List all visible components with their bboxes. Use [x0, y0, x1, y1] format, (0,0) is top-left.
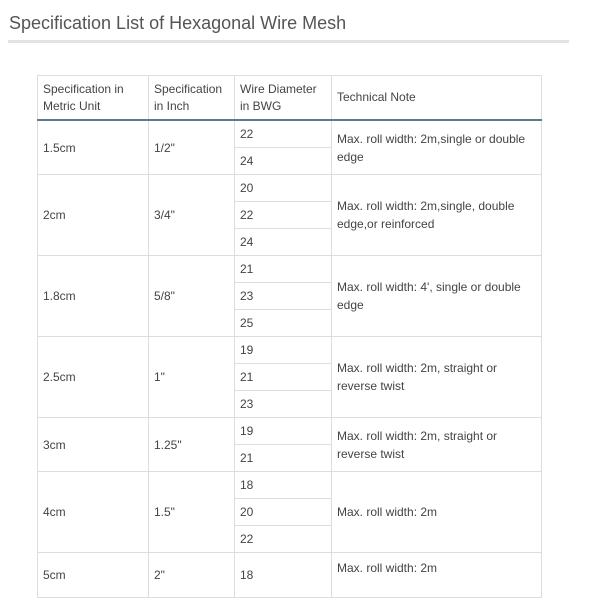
table-row: [38, 553, 542, 598]
table-row: [38, 418, 542, 445]
metric-cell: 1.8cm: [38, 256, 149, 337]
table-row: [38, 472, 542, 499]
wire-cell: 25: [235, 310, 332, 337]
metric-cell: 5cm: [38, 553, 149, 598]
wire-cell: 20: [235, 499, 332, 526]
wire-cell: 18: [235, 472, 332, 499]
wire-cell: 20: [235, 175, 332, 202]
spec-table: [37, 75, 542, 598]
header-inch: Specification in Inch: [149, 76, 235, 121]
header-row: [38, 76, 542, 121]
inch-cell: 2": [149, 553, 235, 598]
note-cell: Max. roll width: 2m: [332, 472, 542, 553]
inch-cell: 1.5": [149, 472, 235, 553]
wire-cell: 22: [235, 120, 332, 148]
metric-cell: 3cm: [38, 418, 149, 472]
metric-cell: 1.5cm: [38, 120, 149, 175]
page-title: Specification List of Hexagonal Wire Mesh: [9, 13, 347, 33]
title-divider: [8, 40, 569, 43]
wire-cell: 23: [235, 283, 332, 310]
metric-cell: 4cm: [38, 472, 149, 553]
wire-cell: 19: [235, 418, 332, 445]
table-row: [38, 256, 542, 283]
header-metric: Specification in Metric Unit: [38, 76, 149, 121]
metric-cell: 2.5cm: [38, 337, 149, 418]
inch-cell: 5/8": [149, 256, 235, 337]
inch-cell: 1.25": [149, 418, 235, 472]
note-cell: Max. roll width: 2m,single, double edge,or reinforced: [332, 175, 542, 256]
table-row: [38, 175, 542, 202]
wire-cell: 21: [235, 445, 332, 472]
note-cell: Max. roll width: 4', single or double edge: [332, 256, 542, 337]
inch-cell: 1/2": [149, 120, 235, 175]
note-cell: Max. roll width: 2m, straight or reverse twist: [332, 418, 542, 472]
note-cell: Max. roll width: 2m: [332, 553, 542, 598]
header-note: Technical Note: [332, 76, 542, 121]
wire-cell: 24: [235, 148, 332, 175]
wire-cell: 23: [235, 391, 332, 418]
note-cell: Max. roll width: 2m,single or double edge: [332, 120, 542, 175]
inch-cell: 1": [149, 337, 235, 418]
wire-cell: 21: [235, 364, 332, 391]
wire-cell: 18: [235, 553, 332, 598]
table-row: [38, 120, 542, 148]
note-cell: Max. roll width: 2m, straight or reverse twist: [332, 337, 542, 418]
wire-cell: 19: [235, 337, 332, 364]
table-row: [38, 337, 542, 364]
inch-cell: 3/4": [149, 175, 235, 256]
wire-cell: 22: [235, 202, 332, 229]
wire-cell: 24: [235, 229, 332, 256]
wire-cell: 22: [235, 526, 332, 553]
metric-cell: 2cm: [38, 175, 149, 256]
header-wire: Wire Diameter in BWG: [235, 76, 332, 121]
wire-cell: 21: [235, 256, 332, 283]
